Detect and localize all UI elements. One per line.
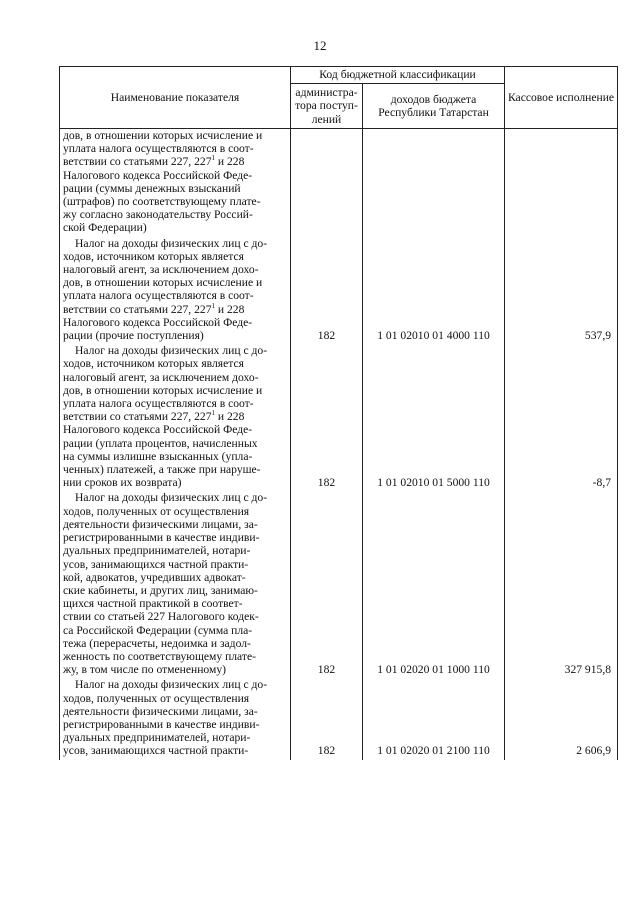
indicator-name-text: Налогового кодекса Российской Феде- bbox=[63, 315, 253, 329]
indicator-name-text: ской Федерации) bbox=[63, 221, 147, 235]
indicator-name-text: ходов, источником которых является bbox=[63, 249, 244, 263]
article-228-text: и 228 bbox=[215, 410, 245, 424]
indicator-name-line bbox=[63, 250, 286, 263]
indicator-name-line bbox=[63, 744, 286, 757]
indicator-name-line bbox=[63, 584, 286, 597]
indicator-name-line bbox=[63, 531, 286, 544]
indicator-name-text: рации (суммы денежных взысканий bbox=[63, 181, 241, 195]
indicator-name-text: деятельности физическими лицами, за- bbox=[63, 517, 258, 531]
indicator-name-text: усов, занимающихся частной практи- bbox=[63, 744, 249, 758]
indicator-name-text: Налог на доходы физических лиц с до- bbox=[75, 491, 268, 505]
indicator-name-line bbox=[63, 169, 286, 182]
indicator-name-text: усов, занимающихся частной практи- bbox=[63, 557, 249, 571]
indicator-name-line bbox=[63, 129, 286, 142]
indicator-name-text: тежа (перерасчеты, недоимка и задол- bbox=[63, 636, 251, 650]
indicator-name-text: дов, в отношении которых исчисление и bbox=[63, 276, 263, 290]
header-classification-group: Код бюджетной классификации bbox=[291, 67, 505, 84]
indicator-name-line bbox=[63, 692, 286, 705]
indicator-name-line bbox=[63, 637, 286, 650]
indicator-name-text: ветствии со статьями 227, 227 bbox=[63, 155, 212, 169]
indicator-name-text: ходов, источником которых является bbox=[63, 357, 244, 371]
indicator-name-text: нии сроков их возврата) bbox=[63, 476, 182, 490]
indicator-name-text: Налог на доходы физических лиц с до- bbox=[75, 236, 268, 250]
cash-execution-cell: -8,7 bbox=[505, 344, 618, 491]
indicator-name-cell bbox=[60, 344, 291, 491]
indicator-name-line bbox=[63, 276, 286, 289]
indicator-name-text: (штрафов) по соответствующему плате- bbox=[63, 195, 261, 209]
article-228-text: и 228 bbox=[215, 155, 245, 169]
indicator-name-text: ченных) платежей, а также при наруше- bbox=[63, 463, 261, 477]
indicator-name-line bbox=[63, 142, 286, 155]
indicator-name-text: ходов, полученных от осуществления bbox=[63, 504, 250, 518]
indicator-name-cell bbox=[60, 491, 291, 678]
indicator-name-text: уплата налога осуществляются в соот- bbox=[63, 142, 254, 156]
indicator-name-line bbox=[63, 450, 286, 463]
indicator-name-text: ходов, полученных от осуществления bbox=[63, 691, 250, 705]
indicator-name-cell bbox=[60, 129, 291, 237]
indicator-name-text: са Российской Федерации (сумма пла- bbox=[63, 623, 253, 637]
budget-code-cell bbox=[363, 129, 505, 237]
header-amount: Кассовое исполнение bbox=[505, 67, 618, 129]
indicator-name-line bbox=[63, 505, 286, 518]
indicator-name-line bbox=[63, 718, 286, 731]
indicator-name-text: ветствии со статьями 227, 227 bbox=[63, 410, 212, 424]
admin-code-cell bbox=[291, 129, 363, 237]
indicator-name-text: кой, адвокатов, учредивших адвокат- bbox=[63, 570, 246, 584]
indicator-name-line bbox=[63, 208, 286, 221]
indicator-name-text: регистрированными в качестве индиви- bbox=[63, 717, 260, 731]
indicator-name-line bbox=[63, 316, 286, 329]
indicator-name-text: Налогового кодекса Российской Феде- bbox=[63, 423, 253, 437]
table-row bbox=[60, 129, 618, 237]
table-row bbox=[60, 237, 618, 345]
indicator-name-text: дуальных предпринимателей, нотари- bbox=[63, 731, 251, 745]
indicator-name-line bbox=[63, 237, 286, 250]
indicator-name-text: Налог на доходы физических лиц с до- bbox=[75, 344, 268, 358]
indicator-name-line bbox=[63, 544, 286, 557]
indicator-name-cell bbox=[60, 678, 291, 759]
indicator-name-text: дов, в отношении которых исчисление и bbox=[63, 129, 263, 142]
header-row-1 bbox=[60, 67, 618, 84]
indicator-name-line bbox=[63, 410, 286, 423]
indicator-name-line bbox=[63, 597, 286, 610]
table-row bbox=[60, 491, 618, 678]
indicator-name-line bbox=[63, 384, 286, 397]
cash-execution-cell: 327 915,8 bbox=[505, 491, 618, 678]
indicator-name-line bbox=[63, 476, 286, 489]
indicator-name-line bbox=[63, 289, 286, 302]
indicator-name-line bbox=[63, 303, 286, 316]
indicator-name-line bbox=[63, 155, 286, 168]
indicator-name-cell bbox=[60, 237, 291, 345]
indicator-name-text: уплата налога осуществляются в соот- bbox=[63, 289, 254, 303]
indicator-name-text: рации (уплата процентов, начисленных bbox=[63, 436, 258, 450]
article-228-text: и 228 bbox=[215, 302, 245, 316]
indicator-name-text: ствии со статьей 227 Налогового кодек- bbox=[63, 610, 259, 624]
header-admin: администра-тора поступ-лений bbox=[291, 84, 363, 129]
article-superscript: 1 bbox=[211, 301, 215, 310]
indicator-name-text: налоговый агент, за исключением дохо- bbox=[63, 370, 259, 384]
indicator-name-line bbox=[63, 705, 286, 718]
indicator-name-line bbox=[63, 491, 286, 504]
indicator-name-text: дов, в отношении которых исчисление и bbox=[63, 383, 263, 397]
indicator-name-line bbox=[63, 371, 286, 384]
cash-execution-cell bbox=[505, 129, 618, 237]
indicator-name-text: Налогового кодекса Российской Феде- bbox=[63, 168, 253, 182]
indicator-name-text: жу, в том числе по отмененному) bbox=[63, 663, 226, 677]
indicator-name-line bbox=[63, 357, 286, 370]
header-name: Наименование показателя bbox=[60, 67, 291, 129]
indicator-name-line bbox=[63, 195, 286, 208]
indicator-name-text: ские кабинеты, и других лиц, занимаю- bbox=[63, 583, 258, 597]
indicator-name-line bbox=[63, 663, 286, 676]
indicator-name-line bbox=[63, 437, 286, 450]
page-number: 12 bbox=[313, 38, 327, 53]
indicator-name-text: деятельности физическими лицами, за- bbox=[63, 704, 258, 718]
budget-code-cell: 1 01 02020 01 2100 110 bbox=[363, 678, 505, 759]
indicator-name-text: уплата налога осуществляются в соот- bbox=[63, 397, 254, 411]
indicator-name-text: Налог на доходы физических лиц с до- bbox=[75, 678, 268, 692]
cash-execution-cell: 2 606,9 bbox=[505, 678, 618, 759]
indicator-name-text: налоговый агент, за исключением дохо- bbox=[63, 263, 259, 277]
budget-code-cell: 1 01 02010 01 5000 110 bbox=[363, 344, 505, 491]
indicator-name-line bbox=[63, 731, 286, 744]
budget-code-cell: 1 01 02020 01 1000 110 bbox=[363, 491, 505, 678]
article-superscript: 1 bbox=[211, 154, 215, 163]
indicator-name-text: регистрированными в качестве индиви- bbox=[63, 531, 260, 545]
indicator-name-text: рации (прочие поступления) bbox=[63, 329, 204, 343]
indicator-name-line bbox=[63, 344, 286, 357]
indicator-name-line bbox=[63, 397, 286, 410]
table-row bbox=[60, 344, 618, 491]
indicator-name-line bbox=[63, 423, 286, 436]
indicator-name-line bbox=[63, 678, 286, 691]
indicator-name-line bbox=[63, 463, 286, 476]
admin-code-cell: 182 bbox=[291, 678, 363, 759]
indicator-name-line bbox=[63, 518, 286, 531]
indicator-name-line bbox=[63, 624, 286, 637]
indicator-name-text: жу согласно законодательству Россий- bbox=[63, 208, 253, 222]
indicator-name-text: щихся частной практикой в соответ- bbox=[63, 597, 243, 611]
budget-execution-table bbox=[59, 66, 618, 760]
indicator-name-text: дуальных предпринимателей, нотари- bbox=[63, 544, 251, 558]
admin-code-cell: 182 bbox=[291, 491, 363, 678]
indicator-name-line bbox=[63, 182, 286, 195]
table-row bbox=[60, 678, 618, 759]
indicator-name-line bbox=[63, 263, 286, 276]
indicator-name-line bbox=[63, 610, 286, 623]
admin-code-cell: 182 bbox=[291, 344, 363, 491]
indicator-name-line bbox=[63, 571, 286, 584]
header-code: доходов бюджета Республики Татарстан bbox=[363, 84, 505, 129]
indicator-name-line bbox=[63, 650, 286, 663]
indicator-name-line bbox=[63, 221, 286, 234]
indicator-name-text: женность по соответствующему плате- bbox=[63, 649, 256, 663]
budget-code-cell: 1 01 02010 01 4000 110 bbox=[363, 237, 505, 345]
cash-execution-cell: 537,9 bbox=[505, 237, 618, 345]
indicator-name-line bbox=[63, 558, 286, 571]
indicator-name-text: на суммы излишне взысканных (упла- bbox=[63, 449, 253, 463]
indicator-name-line bbox=[63, 329, 286, 342]
article-superscript: 1 bbox=[211, 409, 215, 418]
admin-code-cell: 182 bbox=[291, 237, 363, 345]
indicator-name-text: ветствии со статьями 227, 227 bbox=[63, 302, 212, 316]
